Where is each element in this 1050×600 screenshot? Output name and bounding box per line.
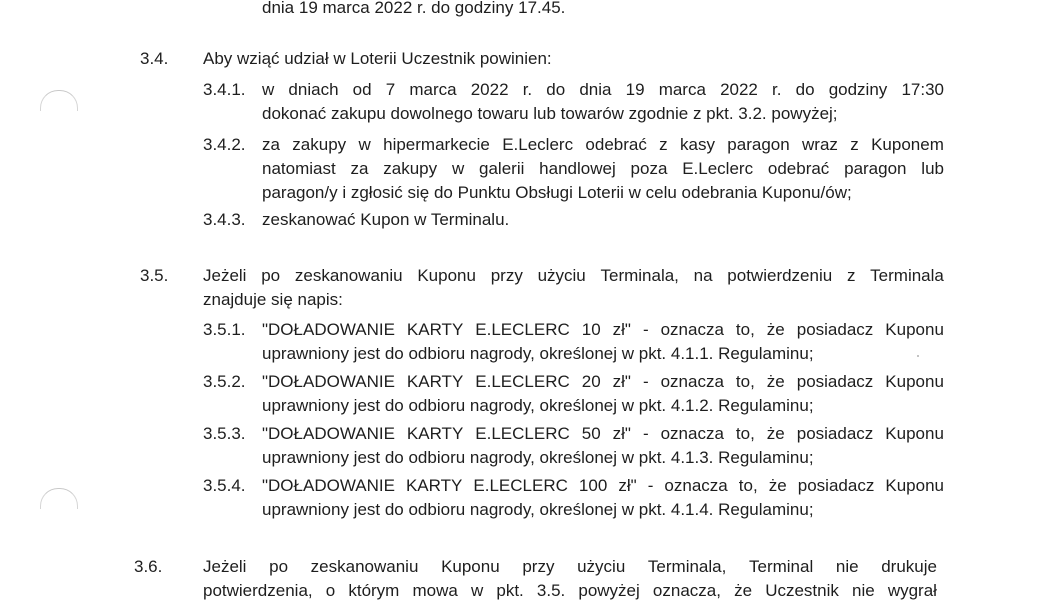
item-3-5-1-line-2: uprawniony jest do odbioru nagrody, określonej w pkt. 4.1.1. Regulaminu; (262, 344, 814, 363)
item-number-3-5-4: 3.5.4. (203, 476, 246, 495)
section-3-6-line-2 (203, 581, 937, 600)
item-3-5-4-line-1 (262, 476, 944, 496)
item-3-5-3-line-1-text: "DOŁADOWANIE KARTY E.LECLERC 50 zł" - oznacza to, że posiadacz Kuponu (262, 424, 944, 443)
item-3-4-1-line-1 (262, 80, 944, 100)
item-3-5-4-line-2: uprawniony jest do odbioru nagrody, określonej w pkt. 4.1.4. Regulaminu; (262, 500, 814, 519)
item-3-5-1-line-1-text: "DOŁADOWANIE KARTY E.LECLERC 10 zł" - oznacza to, że posiadacz Kuponu (262, 320, 944, 339)
item-3-5-2-line-1-text: "DOŁADOWANIE KARTY E.LECLERC 20 zł" - oznacza to, że posiadacz Kuponu (262, 372, 944, 391)
item-3-5-2-line-1 (262, 372, 944, 392)
section-3-6-line-1-text: Jeżeli po zeskanowaniu Kuponu przy użyciu Terminala, Terminal nie drukuje (203, 557, 937, 576)
item-number-3-4-1: 3.4.1. (203, 80, 246, 99)
item-3-4-1-line-2: dokonać zakupu dowolnego towaru lub towarów zgodnie z pkt. 3.2. powyżej; (262, 104, 838, 123)
section-3-6-line-1 (203, 557, 937, 577)
section-3-5-line-2: znajduje się napis: (203, 290, 343, 309)
item-3-5-3-line-2: uprawniony jest do odbioru nagrody, określonej w pkt. 4.1.3. Regulaminu; (262, 448, 814, 467)
item-3-4-2-line-2 (262, 159, 944, 179)
item-3-4-2-line-1-text: za zakupy w hipermarkecie E.Leclerc odebrać z kasy paragon wraz z Kuponem (262, 135, 944, 154)
section-3-4-text: Aby wziąć udział w Loterii Uczestnik powinien: (203, 49, 552, 68)
item-number-3-4-3: 3.4.3. (203, 210, 246, 229)
section-3-5-line-1 (203, 266, 944, 286)
item-3-4-3-line-1: zeskanować Kupon w Terminalu. (262, 210, 510, 229)
item-number-3-5-3: 3.5.3. (203, 424, 246, 443)
item-3-4-2-line-1 (262, 135, 944, 155)
punch-hole-bottom (40, 488, 78, 509)
item-3-5-2-line-2: uprawniony jest do odbioru nagrody, określonej w pkt. 4.1.2. Regulaminu; (262, 396, 814, 415)
item-3-4-1-line-1-text: w dniach od 7 marca 2022 r. do dnia 19 marca 2022 r. do godziny 17:30 (262, 80, 944, 99)
section-number-3-5: 3.5. (140, 266, 169, 285)
item-3-4-2-line-3: paragon/y i zgłosić się do Punktu Obsługi Loterii w celu odebrania Kuponu/ów; (262, 183, 852, 202)
section-number-3-6: 3.6. (134, 557, 163, 576)
scan-speck (917, 355, 919, 357)
top-fragment-text: dnia 19 marca 2022 r. do godziny 17.45. (262, 0, 566, 17)
section-3-6-line-2-text: potwierdzenia, o którym mowa w pkt. 3.5. powyżej oznacza, że Uczestnik nie wygrał (203, 581, 937, 600)
section-number-3-4: 3.4. (140, 49, 169, 68)
punch-hole-top (40, 90, 78, 111)
item-3-4-2-line-2-text: natomiast za zakupy w galerii handlowej poza E.Leclerc odebrać paragon lub (262, 159, 944, 178)
item-number-3-5-1: 3.5.1. (203, 320, 246, 339)
section-3-5-line-1-text: Jeżeli po zeskanowaniu Kuponu przy użyciu Terminala, na potwierdzeniu z Terminala (203, 266, 944, 285)
item-3-5-3-line-1 (262, 424, 944, 444)
item-number-3-4-2: 3.4.2. (203, 135, 246, 154)
item-3-5-4-line-1-text: "DOŁADOWANIE KARTY E.LECLERC 100 zł" - oznacza to, że posiadacz Kuponu (262, 476, 944, 495)
item-number-3-5-2: 3.5.2. (203, 372, 246, 391)
item-3-5-1-line-1 (262, 320, 944, 340)
